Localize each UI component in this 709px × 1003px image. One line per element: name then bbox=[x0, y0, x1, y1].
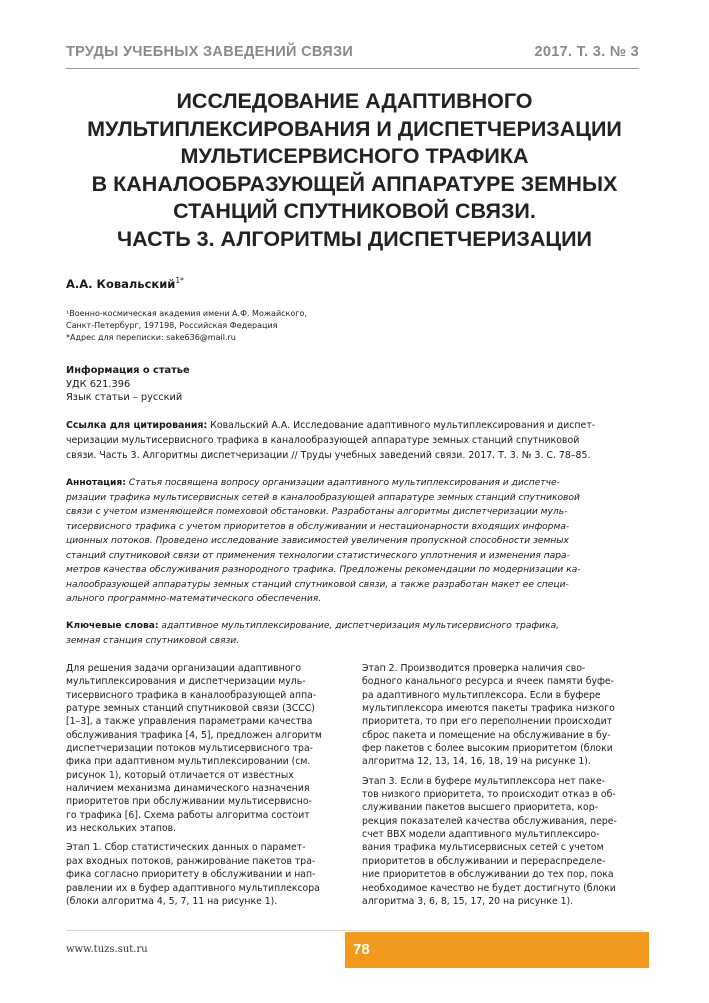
citation-line bbox=[66, 448, 642, 463]
abstract-line bbox=[66, 491, 642, 506]
abstract-text: ризации трафика мультисервисных сетей в каналообразующей аппаратуре земных станций спутниковой bbox=[66, 492, 580, 503]
abstract-line bbox=[66, 520, 642, 535]
abstract-line bbox=[66, 563, 642, 578]
abstract-line bbox=[66, 476, 642, 491]
body-line: служивании пакетов высшего приоритета, кор- bbox=[362, 802, 598, 814]
page-number: 78 bbox=[353, 941, 370, 958]
body-line: го трафика [6]. Схема работы алгоритма состоит bbox=[66, 809, 310, 821]
footer-divider bbox=[66, 930, 643, 931]
affiliation-line: ¹Военно-космическая академия имени А.Ф. Можайского, bbox=[66, 309, 307, 318]
keywords bbox=[66, 619, 642, 648]
abstract-text: ционных потоков. Проведено исследование зависимостей увеличения пропускной способности земных bbox=[66, 536, 569, 547]
body-column-right bbox=[362, 662, 644, 908]
header-divider bbox=[66, 68, 639, 69]
body-line: приоритета, то при его переполнении происходит bbox=[362, 716, 613, 728]
keywords-label: Ключевые слова: bbox=[66, 621, 159, 631]
body-line: необходимое качество не будет достигнуто (блоки bbox=[362, 882, 616, 894]
body-line: приоритетов в обслуживании и перераспределе- bbox=[362, 855, 606, 867]
keywords-text: земная станция спутниковой связи. bbox=[66, 635, 240, 646]
udk: УДК 621.396 bbox=[66, 378, 131, 390]
affiliation-line: *Адрес для переписки: sake636@mail.ru bbox=[66, 333, 236, 343]
article-language: Язык статьи – русский bbox=[66, 392, 183, 404]
citation-text: черизации мультисервисного трафика в каналообразующей аппаратуре земных станций спутниковой bbox=[66, 435, 580, 447]
body-line: ние приоритетов в обслуживании до тех пор, пока bbox=[362, 869, 614, 881]
body-line: вания трафика мультисервисных сетей с учетом bbox=[362, 842, 604, 854]
citation-label: Ссылка для цитирования: bbox=[66, 420, 208, 431]
article-info bbox=[66, 364, 190, 405]
running-header bbox=[66, 44, 639, 66]
citation bbox=[66, 418, 642, 464]
author-sup: 1* bbox=[175, 276, 184, 285]
body-line: сброс пакета и помещение на обслуживание в бу- bbox=[362, 729, 611, 741]
title-line: ИССЛЕДОВАНИЕ АДАПТИВНОГО bbox=[176, 89, 533, 113]
body-line: алгоритма 12, 13, 14, 16, 18, 19 на рисунке 1). bbox=[362, 756, 591, 768]
journal-name: ТРУДЫ УЧЕБНЫХ ЗАВЕДЕНИЙ СВЯЗИ bbox=[66, 44, 354, 60]
body-line: фика согласно приоритету в обслуживании и нап- bbox=[66, 869, 316, 881]
abstract-label: Аннотация: bbox=[66, 478, 126, 488]
affiliation bbox=[66, 308, 307, 345]
body-line: наличием механизма динамического назначения bbox=[66, 783, 310, 795]
body-line: фер пакетов с более высоким приоритетом (блоки bbox=[362, 743, 613, 755]
body-line: обслуживания трафика [4, 5], предложен алгоритм bbox=[66, 729, 322, 741]
body-line: рекция показателей качества обслуживания, пере- bbox=[362, 815, 617, 827]
body-line: фика при адаптивном мультиплексировании (см. bbox=[66, 756, 311, 768]
body-column-left bbox=[66, 662, 346, 908]
body-line: счет ВВХ модели адаптивного мультиплексиро- bbox=[362, 829, 600, 841]
title-line: МУЛЬТИСЕРВИСНОГО ТРАФИКА bbox=[180, 144, 529, 169]
title-line: СТАНЦИЙ СПУТНИКОВОЙ СВЯЗИ. bbox=[173, 199, 536, 224]
abstract bbox=[66, 476, 642, 607]
abstract-line bbox=[66, 578, 642, 593]
keywords-line bbox=[66, 619, 642, 634]
body-line: приоритетов при обслуживании мультисервисно- bbox=[66, 796, 312, 808]
issue-info: 2017. Т. 3. № 3 bbox=[534, 44, 639, 60]
body-line: Этап 2. Производится проверка наличия сво- bbox=[362, 663, 586, 674]
author-name: А.А. Ковальский bbox=[66, 276, 176, 291]
body-line: диспетчеризации потоков мультисервисного тра- bbox=[66, 743, 313, 755]
body-line: из нескольких этапов. bbox=[66, 823, 177, 835]
abstract-text: Статья посвящена вопросу организации адаптивного мультиплексирования и диспетче- bbox=[125, 478, 560, 488]
abstract-line bbox=[66, 534, 642, 549]
citation-line bbox=[66, 418, 642, 433]
title-line: ЧАСТЬ 3. АЛГОРИТМЫ ДИСПЕТЧЕРИЗАЦИИ bbox=[117, 226, 592, 251]
title-line: В КАНАЛООБРАЗУЮЩЕЙ АППАРАТУРЕ ЗЕМНЫХ bbox=[91, 171, 618, 196]
author bbox=[66, 276, 184, 291]
body-line: [1–3], а также управления параметрами качества bbox=[66, 716, 313, 728]
abstract-text: станций спутниковой связи от применения технологии статистического уплотнения и изменения пара- bbox=[66, 550, 570, 561]
body-line: (блоки алгоритма 4, 5, 7, 11 на рисунке 1). bbox=[66, 895, 278, 907]
abstract-text: метров качества обслуживания разнородного трафика. Предложены рекомендации по модернизации ка- bbox=[66, 565, 581, 576]
body-line: алгоритма 3, 6, 8, 15, 17, 20 на рисунке 1). bbox=[362, 895, 574, 907]
title-line: МУЛЬТИПЛЕКСИРОВАНИЯ И ДИСПЕТЧЕРИЗАЦИИ bbox=[87, 116, 622, 141]
footer-url[interactable]: www.tuzs.sut.ru bbox=[66, 944, 148, 955]
abstract-line bbox=[66, 549, 642, 564]
keywords-text: адаптивное мультиплексирование, диспетчеризация мультисервисного трафика, bbox=[158, 621, 560, 631]
body-line: рисунок 1), который отличается от известных bbox=[66, 769, 294, 781]
article-title bbox=[60, 88, 649, 254]
body-line: мультиплексора имеются пакеты трафика низкого bbox=[362, 703, 615, 715]
body-line: мультиплексирования и диспетчеризации муль- bbox=[66, 676, 306, 688]
abstract-line bbox=[66, 592, 642, 607]
keywords-line bbox=[66, 634, 642, 649]
body-line: равлении их в буфер адаптивного мультиплексора bbox=[66, 882, 320, 894]
abstract-text: налообразующей аппаратуры земных станций спутниковой связи, а также разработан макет ее специ- bbox=[66, 579, 569, 590]
citation-text: Ковальский А.А. Исследование адаптивного мультиплексирования и диспет- bbox=[207, 420, 596, 431]
body-line: Для решения задачи организации адаптивного bbox=[66, 663, 302, 674]
abstract-text: связи с учетом изменяющейся помеховой обстановки. Разработаны алгоритмы диспетчеризации муль- bbox=[66, 507, 568, 518]
affiliation-line: Санкт-Петербург, 197198, Российская Федерация bbox=[66, 321, 278, 331]
body-line: Этап 1. Сбор статистических данных о парамет- bbox=[66, 842, 306, 854]
body-line: рах входных потоков, ранжирование пакетов тра- bbox=[66, 855, 316, 867]
abstract-text: ального программно-математического обеспечения. bbox=[66, 594, 322, 605]
abstract-line bbox=[66, 505, 642, 520]
citation-line bbox=[66, 433, 642, 448]
page-number-box bbox=[345, 932, 649, 968]
abstract-text: тисервисного трафика с учетом приоритетов в обслуживании и нестационарности входящих информа- bbox=[66, 521, 570, 532]
body-line: бодного канального ресурса и ячеек памяти буфе- bbox=[362, 676, 614, 688]
body-line: тисервисного трафика в каналообразующей аппа- bbox=[66, 689, 317, 701]
body-line: Этап 3. Если в буфере мультиплексора нет паке- bbox=[362, 775, 606, 787]
citation-text: связи. Часть 3. Алгоритмы диспетчеризации // Труды учебных заведений связи. 2017. Т. 3. № 3. С. 78–85. bbox=[66, 450, 591, 462]
article-info-heading: Информация о статье bbox=[66, 365, 190, 376]
body-line: тов низкого приоритета, то происходит отказ в об- bbox=[362, 789, 616, 801]
body-line: ра адаптивного мультиплексора. Если в буфере bbox=[362, 689, 601, 701]
body-line: ратуре земных станций спутниковой связи (ЗССС) bbox=[66, 703, 315, 715]
